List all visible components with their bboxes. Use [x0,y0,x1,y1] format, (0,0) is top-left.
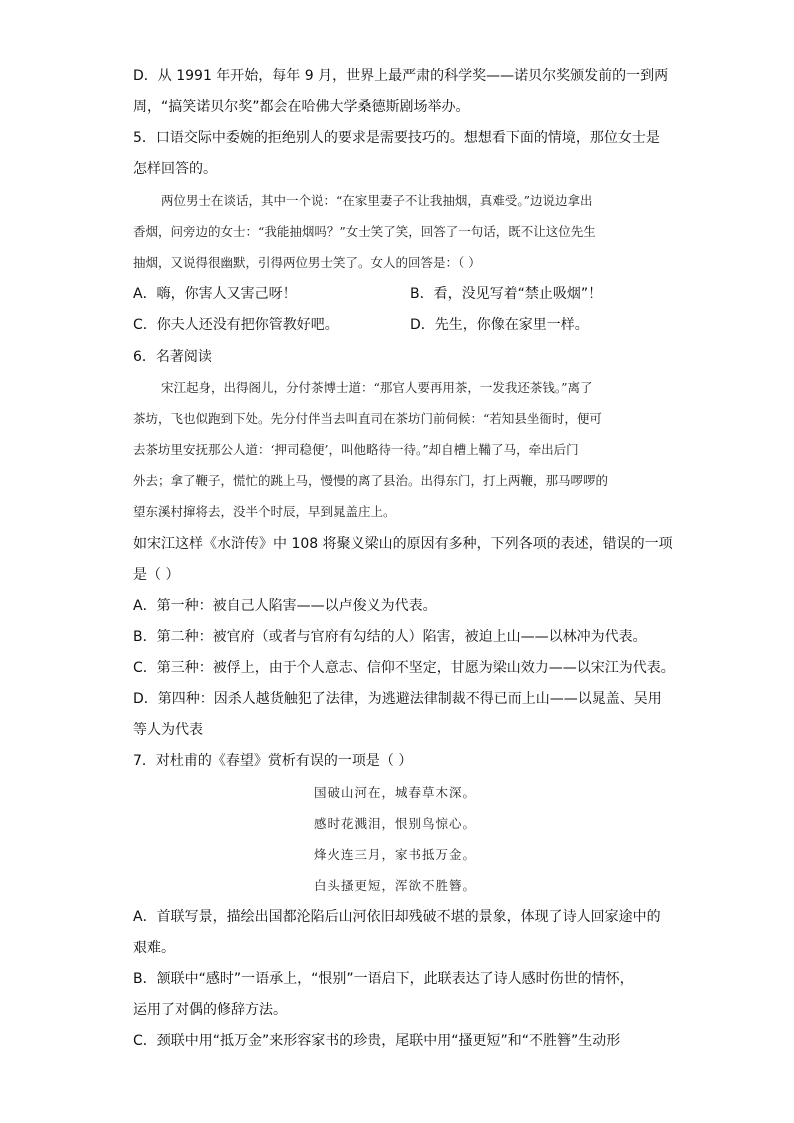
q5-passage-line2: 香烟，问旁边的女士：“我能抽烟吗？”女士笑了笑，回答了一句话，既不让这位先生 [133,224,596,239]
q6-passage-line1: 宋江起身，出得阁儿，分付茶博士道：“那官人要再用茶，一发我还茶钱。”离了 [161,380,593,395]
q5-option-a: A．嗨，你害人又害己呀！ [133,286,297,302]
q6-option-d-line1: D．第四种：因杀人越货触犯了法律，为逃避法律制裁不得已而上山——以晁盖、吴用 [133,691,662,707]
q5-option-b: B．看，没见写着“禁止吸烟”！ [410,286,603,302]
q6-stem-line2: 是（ ） [133,567,180,583]
q6-option-d-line2: 等人为代表 [133,722,203,738]
q5-stem-line1: 5．口语交际中委婉的拒绝别人的要求是需要技巧的。想想看下面的情境，那位女士是 [133,130,660,146]
q7-poem-line1: 国破山河在，城春草木深。 [314,785,477,800]
q4-option-d-line2: 周，“搞笑诺贝尔奖”都会在哈佛大学桑德斯剧场举办。 [133,99,470,115]
q7-option-a-line2: 艰难。 [133,940,175,956]
q7-poem-line3: 烽火连三月，家书抵万金。 [314,847,477,862]
q6-passage-line5: 望东溪村撺将去，没半个时辰，早到晁盖庄上。 [133,504,396,519]
q6-option-b: B．第二种：被官府（或者与官府有勾结的人）陷害，被迫上山——以林冲为代表。 [133,629,647,645]
q7-option-c-line1: C．颈联中用“抵万金”来形容家书的珍贵，尾联中用“搔更短”和“不胜簪”生动形 [133,1033,621,1049]
q7-poem-line4: 白头搔更短，浑欲不胜簪。 [314,878,477,893]
q7-option-b-line2: 运用了对偶的修辞方法。 [133,1002,287,1018]
q7-poem-line2: 感时花溅泪，恨别鸟惊心。 [314,816,477,831]
q6-option-c: C．第三种：被俘上，由于个人意志、信仰不坚定，甘愿为梁山效力——以宋江为代表。 [133,660,675,676]
q5-option-c: C．你夫人还没有把你管教好吧。 [133,317,339,333]
q5-stem-line2: 怎样回答的。 [133,161,217,177]
q6-passage-line3: 去茶坊里安抚那公人道：‘押司稳便’，叫他略待一待。”却自槽上鞴了马，牵出后门 [133,442,579,457]
q5-passage-line1: 两位男士在谈话，其中一个说：“在家里妻子不让我抽烟，真难受。”边说边拿出 [161,193,593,208]
q6-title: 6．名著阅读 [133,349,212,365]
q6-stem-line1: 如宋江这样《水浒传》中 108 将聚义梁山的原因有多种，下列各项的表述，错误的一项 [133,536,673,552]
q6-option-a: A．第一种：被自己人陷害——以卢俊义为代表。 [133,598,437,614]
q7-option-a-line1: A．首联写景，描绘出国都沦陷后山河依旧却残破不堪的景象，体现了诗人回家途中的 [133,909,661,925]
q7-stem: 7．对杜甫的《春望》赏析有误的一项是（ ） [133,753,413,769]
q7-option-b-line1: B．颔联中“感时”一语承上，“恨别”一语启下，此联表达了诗人感时伤世的情怀， [133,971,634,987]
q5-passage-line3: 抽烟，又说得很幽默，引得两位男士笑了。女人的回答是：（ ） [133,255,481,270]
q6-passage-line2: 茶坊，飞也似跑到下处。先分付伴当去叫直司在茶坊门前伺候：“若知县坐衙时，便可 [133,411,602,426]
q4-option-d-line1: D．从 1991 年开始，每年 9 月，世界上最严肃的科学奖——诺贝尔奖颁发前的一到两 [133,68,669,84]
q5-option-d: D．先生，你像在家里一样。 [410,317,589,333]
q6-passage-line4: 外去；拿了鞭子，慌忙的跳上马，慢慢的离了县治。出得东门，打上两鞭，那马啰啰的 [133,473,609,488]
